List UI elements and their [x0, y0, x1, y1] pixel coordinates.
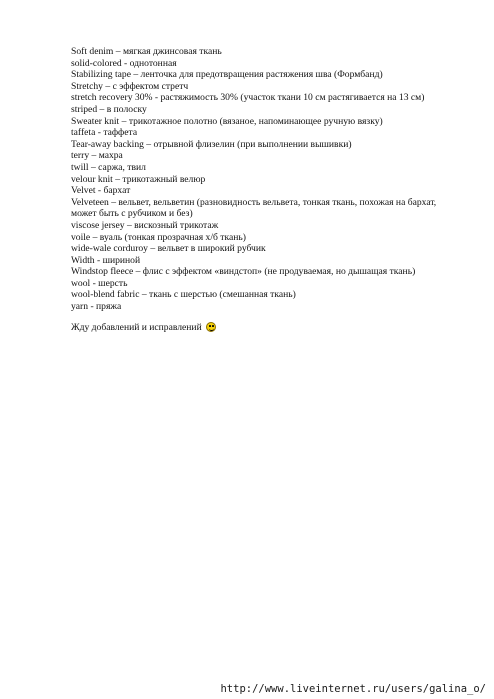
glossary-entry: Stabilizing tape – ленточка для предотвращения растяжения шва (Формбанд): [71, 69, 383, 81]
glossary-entry: yarn - пряжа: [71, 301, 122, 313]
glossary-entry: Soft denim – мягкая джинсовая ткань: [71, 46, 222, 57]
glossary-entry: Windstop fleece – флис с эффектом «виндстоп» (не продуваемая, но дышащая ткань): [71, 266, 416, 278]
glossary-entry: Velveteen – вельвет, вельветин (разновидность вельвета, тонкая ткань, похожая на бархат, может быть с рубчиком и без): [71, 196, 437, 220]
closing-note: [71, 322, 216, 334]
glossary-entry: Tear-away backing – отрывной флизелин (при выполнении вышивки): [71, 138, 352, 150]
glossary-entry: viscose jersey – вискозный трикотаж: [71, 219, 219, 231]
glossary-entry: Velvet - бархат: [71, 185, 131, 197]
closing-note-text: Жду добавлений и исправлений: [71, 322, 202, 333]
glossary-entry: velour knit – трикотажный велюр: [71, 173, 206, 185]
glossary-entry: twill – саржа, твил: [71, 161, 146, 173]
glossary-entry: stretch recovery 30% - растяжимость 30% (участок ткани 10 см растягивается на 13 см): [71, 92, 425, 104]
glossary-entry: Stretchy – с эффектом стретч: [71, 80, 189, 92]
glossary-entry: voile – вуаль (тонкая прозрачная х/б ткань): [71, 231, 246, 243]
source-watermark: http://www.liveinternet.ru/users/galina_o/: [220, 683, 486, 695]
glossary-entry: striped – в полоску: [71, 103, 147, 115]
glossary-entry: wool - шерсть: [71, 277, 128, 289]
glossary-list: [71, 46, 461, 313]
glossary-entry: Sweater knit – трикотажное полотно (вязаное, напоминающее ручную вязку): [71, 115, 383, 127]
smiley-icon: [206, 322, 216, 332]
glossary-entry: wool-blend fabric – ткань с шерстью (смешанная ткань): [71, 289, 296, 301]
glossary-entry: taffeta - таффета: [71, 127, 138, 139]
glossary-entry: wide-wale corduroy – вельвет в широкий рубчик: [71, 243, 266, 255]
glossary-entry: Width - шириной: [71, 254, 141, 266]
glossary-entry: solid-colored - однотонная: [71, 57, 177, 69]
glossary-entry: terry – махра: [71, 150, 123, 162]
